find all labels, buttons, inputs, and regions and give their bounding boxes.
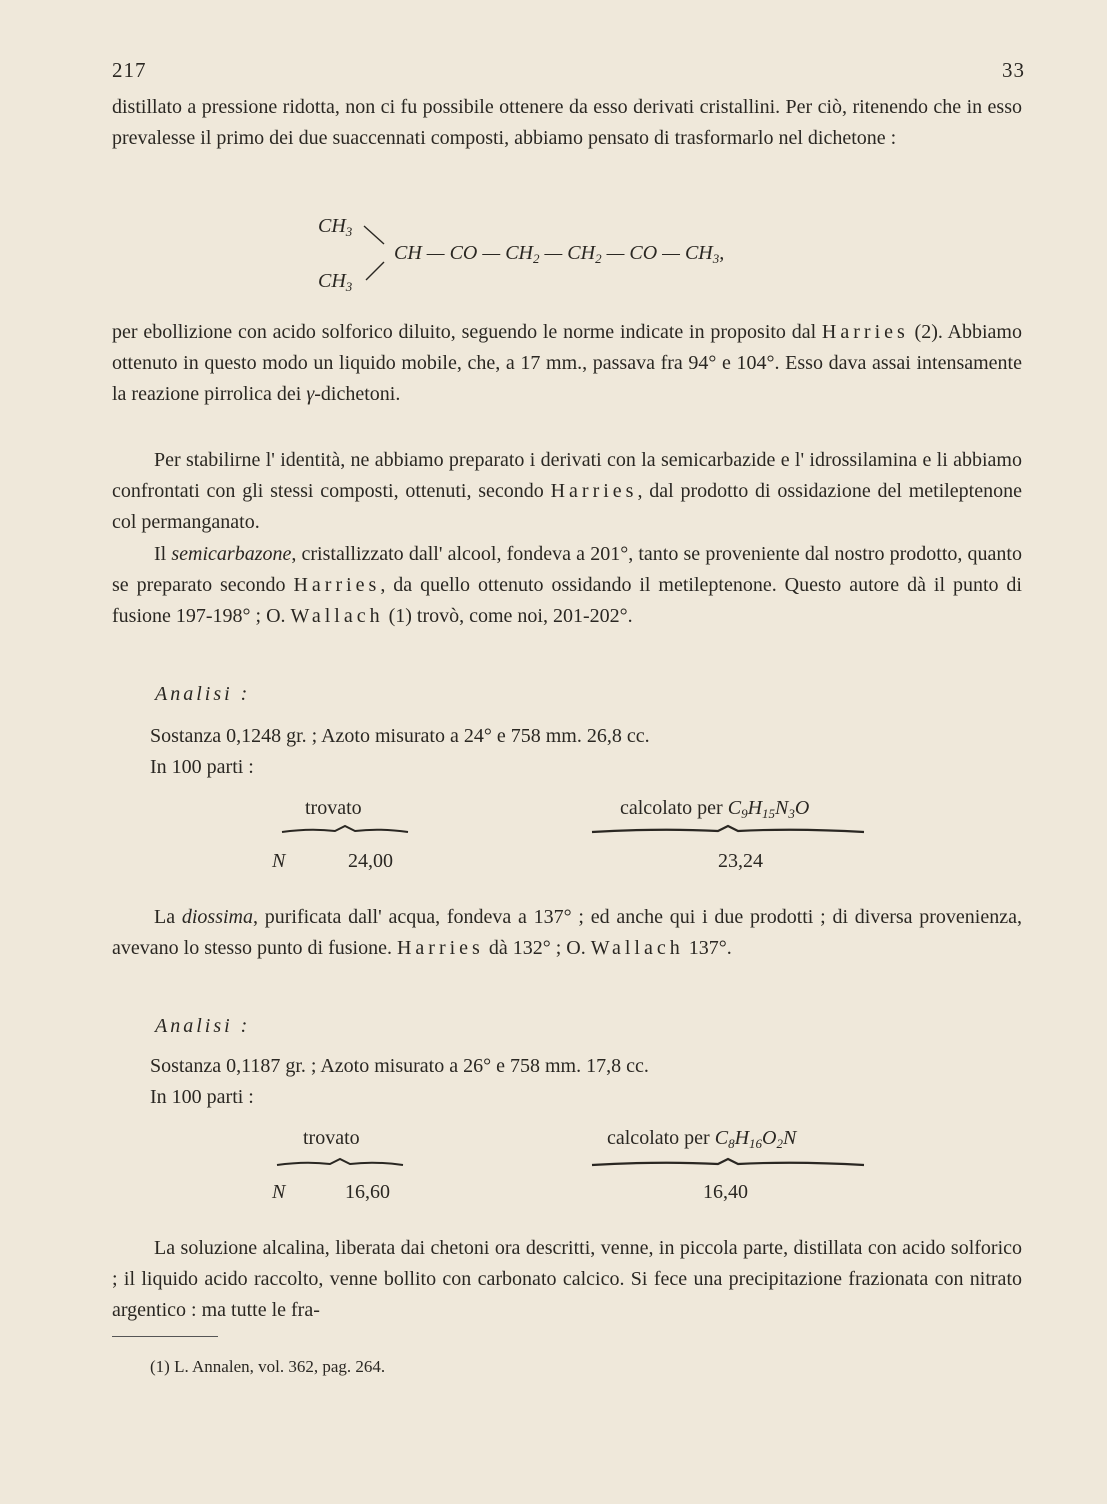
footnote: (1) L. Annalen, vol. 362, pag. 264. xyxy=(150,1357,386,1376)
brace-1-left xyxy=(280,822,410,836)
paragraph-diossima: La diossima, purificata dall' acqua, fondeva a 137° ; ed anche qui i due prodotti ; di diversa provenienza, avevano lo stesso punto di fusione. Harries dà 132° ; O. Wallach 137°. xyxy=(112,906,1022,959)
analysis-1-found: 24,00 xyxy=(348,850,393,872)
page-number-right: 33 xyxy=(1002,58,1025,82)
analysis-1-trovato: trovato xyxy=(305,797,362,819)
paragraph-identita: Per stabilirne l' identità, ne abbiamo preparato i derivati con la semicarbazide e l' idrossilamina e li abbiamo confrontati con gli stessi composti, ottenuti, secondo Harries, dal prodotto di ossidazione del metileptenone col permanganato. xyxy=(112,449,1022,533)
analysis-2-title: Analisi : xyxy=(155,1015,251,1037)
analysis-2-parts: In 100 parti : xyxy=(150,1086,254,1108)
analysis-2-sample: Sostanza 0,1187 gr. ; Azoto misurato a 26° e 758 mm. 17,8 cc. xyxy=(150,1055,649,1077)
analysis-2-found: 16,60 xyxy=(345,1181,390,1203)
analysis-1-calcolato: calcolato per $C_9H_{15}N_3O$ xyxy=(620,797,810,821)
paragraph-soluzione: La soluzione alcalina, liberata dai chetoni ora descritti, venne, in piccola parte, distillata con acido solforico ; il liquido acido raccolto, venne bollito con carbonato calcico. Si fece una precipitazione frazionata con nitrato argentico : ma tutte le fra- xyxy=(112,1237,1022,1321)
analysis-2-calc: 16,40 xyxy=(703,1181,748,1203)
brace-1-right xyxy=(590,822,866,836)
formula-chain: CH — CO — $CH_2$ — $CH_2$ — CO — $CH_3$, xyxy=(394,242,725,266)
page-number-left: 217 xyxy=(112,58,147,82)
analysis-1-title: Analisi : xyxy=(155,683,251,705)
analysis-2-calcolato: calcolato per $C_8H_{16}O_2N$ xyxy=(607,1127,797,1151)
analysis-2-trovato: trovato xyxy=(303,1127,360,1149)
analysis-1-parts: In 100 parti : xyxy=(150,756,254,778)
paragraph-ebollizione: per ebollizione con acido solforico diluito, seguendo le norme indicate in proposito dal Harries (2). Abbiamo ottenuto in questo modo un liquido mobile, che, a 17 mm., passava fra 94° e 104°. Esso dava assai intensamente la reazione pirrolica dei γ-dichetoni. xyxy=(112,321,1022,405)
formula-ch3-bottom: $CH_3$ xyxy=(318,270,353,294)
analysis-1-n: N xyxy=(272,850,286,872)
formula-ch3-top: $CH_3$ xyxy=(318,215,353,239)
analysis-2-n: N xyxy=(272,1181,286,1203)
footnote-rule xyxy=(112,1336,218,1337)
analysis-1-calc: 23,24 xyxy=(718,850,763,872)
brace-2-right xyxy=(590,1155,866,1169)
paragraph-semicarbazone: Il semicarbazone, cristallizzato dall' alcool, fondeva a 201°, tanto se proveniente dal nostro prodotto, quanto se preparato secondo Harries, da quello ottenuto ossidando il metileptenone. Questo autore dà il punto di fusione 197-198° ; O. Wallach (1) trovò, come noi, 201-202°. xyxy=(112,543,1022,627)
paragraph-intro: distillato a pressione ridotta, non ci fu possibile ottenere da esso derivati cristallini. Per ciò, ritenendo che in esso prevalesse il primo dei due suaccennati composti, abbiamo pensato di trasformarlo nel dichetone : xyxy=(112,96,1022,149)
analysis-1-sample: Sostanza 0,1248 gr. ; Azoto misurato a 24° e 758 mm. 26,8 cc. xyxy=(150,725,650,747)
brace-2-left xyxy=(275,1155,405,1169)
